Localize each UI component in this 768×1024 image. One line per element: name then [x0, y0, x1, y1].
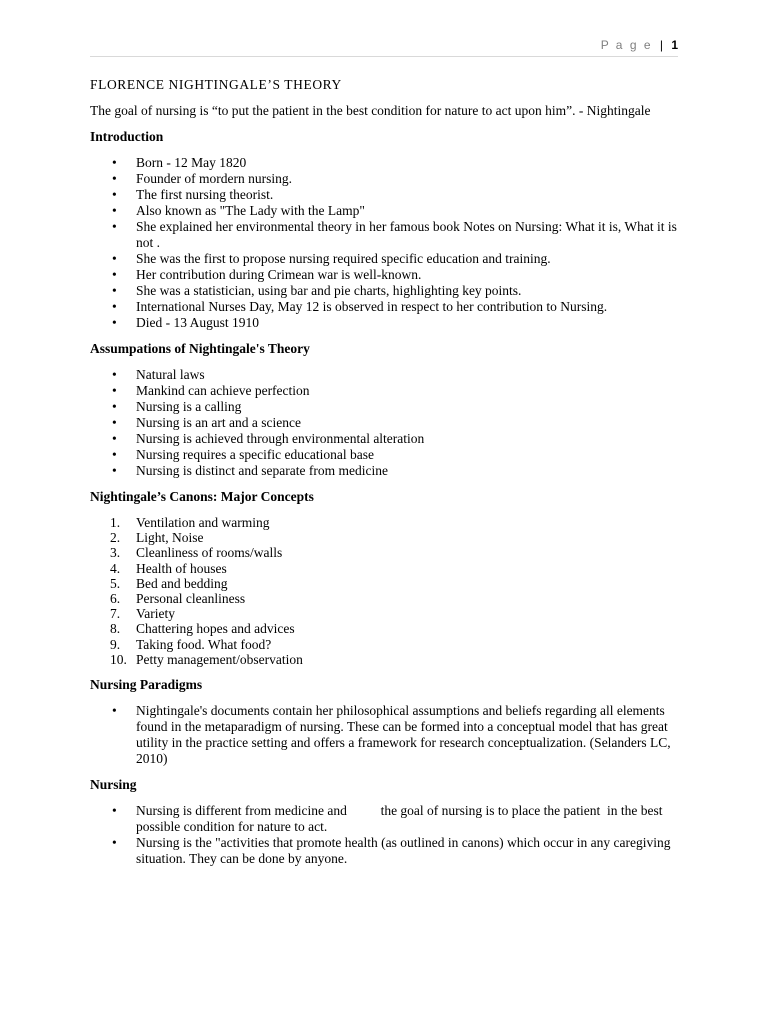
- list-item: [90, 621, 686, 636]
- list-number: 3.: [110, 545, 121, 561]
- list-item: • Nursing requires a specific educational base: [90, 447, 686, 463]
- list-number: 9.: [110, 636, 121, 652]
- list-number: 10.: [110, 651, 127, 667]
- list-item-text: Variety: [136, 606, 175, 622]
- list-number: 5.: [110, 575, 121, 591]
- canons-heading: Nightingale’s Canons: Major Concepts: [90, 489, 314, 504]
- list-item-text: Bed and bedding: [136, 575, 228, 591]
- list-item: • Nursing is the "activities that promote health (as outlined in canons) which occur in any caregiving situation. They can be done by anyone.: [90, 835, 686, 867]
- paradigms-list: [90, 703, 686, 767]
- list-item: • Natural laws: [90, 367, 686, 383]
- list-number: 7.: [110, 606, 121, 622]
- list-item-text: Ventilation and warming: [136, 515, 270, 530]
- list-item-text: Chattering hopes and advices: [136, 621, 295, 637]
- list-item: [90, 637, 686, 652]
- introduction-list: [90, 155, 686, 331]
- list-item: [90, 576, 686, 591]
- list-item: • International Nurses Day, May 12 is observed in respect to her contribution to Nursing.: [90, 299, 686, 315]
- nightingale-quote: The goal of nursing is “to put the patient in the best condition for nature to act upon him”. - Nightingale: [90, 103, 651, 118]
- list-number: 2.: [110, 530, 121, 546]
- list-item: [90, 515, 686, 530]
- assumptions-heading: Assumpations of Nightingale's Theory: [90, 341, 310, 356]
- list-item: • The first nursing theorist.: [90, 187, 686, 203]
- canons-list: [90, 515, 686, 667]
- list-item: • Mankind can achieve perfection: [90, 383, 686, 399]
- list-item: • Nightingale's documents contain her philosophical assumptions and beliefs regarding all elements found in the metaparadigm of nursing. These can be formed into a conceptual model that has great utility in the practice setting and offers a framework for research conceptualization. (Selanders LC, 2010): [90, 703, 686, 767]
- list-item: • She explained her environmental theory in her famous book Notes on Nursing: What it is, What it is not .: [90, 219, 686, 251]
- list-item: • Nursing is achieved through environmental alteration: [90, 431, 686, 447]
- list-item: • Nursing is a calling: [90, 399, 686, 415]
- document-body: [90, 76, 686, 877]
- list-item: • She was a statistician, using bar and pie charts, highlighting key points.: [90, 283, 686, 299]
- nursing-heading: Nursing: [90, 777, 137, 793]
- list-item: • Also known as "The Lady with the Lamp": [90, 203, 686, 219]
- list-item: [90, 561, 686, 576]
- list-item-text: Personal cleanliness: [136, 591, 246, 607]
- list-item: • Founder of mordern nursing.: [90, 171, 686, 187]
- page-number-value: 1: [671, 38, 678, 52]
- list-item: • Nursing is an art and a science: [90, 415, 686, 431]
- list-item: • Born - 12 May 1820: [90, 155, 686, 171]
- list-item: • Nursing is distinct and separate from medicine: [90, 463, 686, 479]
- list-number: 1.: [110, 515, 121, 530]
- page-number: [601, 38, 678, 52]
- list-number: 8.: [110, 621, 121, 637]
- list-item: • Died - 13 August 1910: [90, 315, 686, 331]
- list-item: [90, 606, 686, 621]
- page-label: P a g e: [600, 38, 653, 52]
- page-header: [90, 38, 678, 57]
- assumptions-list: [90, 367, 686, 479]
- list-number: 6.: [110, 591, 121, 607]
- list-item: • Her contribution during Crimean war is well-known.: [90, 267, 686, 283]
- list-item-text: Petty management/observation: [136, 651, 303, 667]
- list-item-text: Cleanliness of rooms/walls: [136, 545, 283, 561]
- list-item: [90, 545, 686, 560]
- list-item: [90, 591, 686, 606]
- page-separator: |: [659, 38, 663, 52]
- introduction-heading: Introduction: [90, 129, 164, 144]
- list-number: 4.: [110, 560, 121, 576]
- list-item: [90, 530, 686, 545]
- list-item: • Nursing is different from medicine and the goal of nursing is to place the patient in the best possible condition for nature to act.: [90, 803, 686, 835]
- list-item: [90, 652, 686, 667]
- paradigms-heading: Nursing Paradigms: [90, 677, 203, 693]
- list-item-text: Taking food. What food?: [136, 636, 272, 652]
- document-title: FLORENCE NIGHTINGALE’S THEORY: [90, 77, 342, 92]
- list-item-text: Light, Noise: [136, 530, 204, 546]
- nursing-list: [90, 803, 686, 867]
- list-item: • She was the first to propose nursing required specific education and training.: [90, 251, 686, 267]
- list-item-text: Health of houses: [136, 560, 227, 576]
